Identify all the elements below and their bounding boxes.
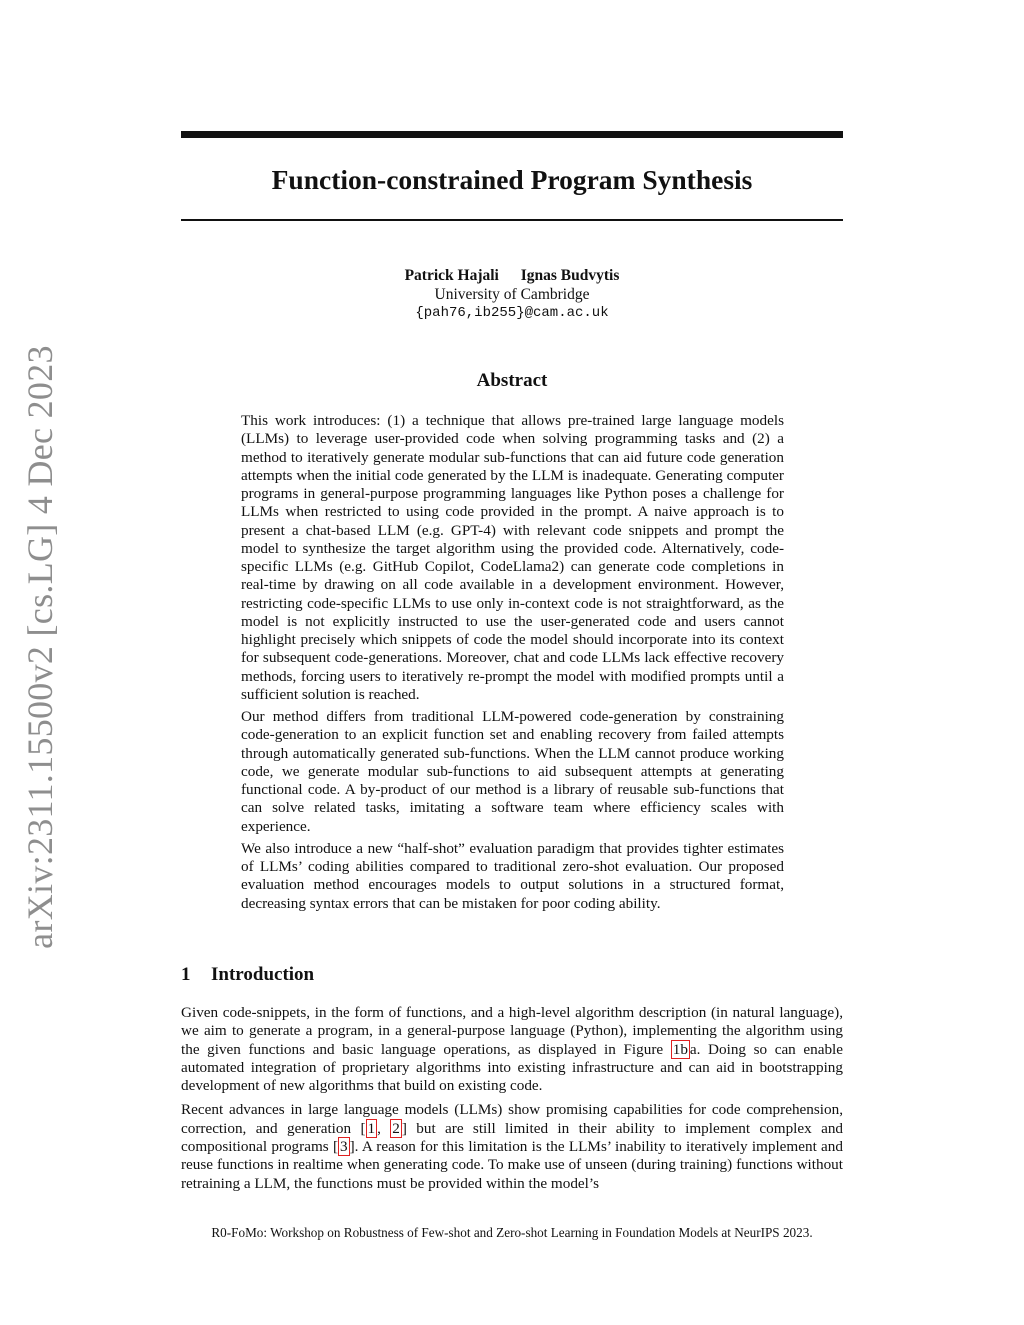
venue-footnote: R0-FoMo: Workshop on Robustness of Few-shot and Zero-shot Learning in Foundation Models at NeurIPS 2023. [211, 1225, 813, 1240]
paper-title: Function-constrained Program Synthesis [271, 164, 753, 195]
author-name: Patrick Hajali [404, 267, 499, 284]
citation-link[interactable]: 2 [392, 1119, 400, 1137]
intro-text: , [377, 1119, 391, 1137]
arxiv-identifier-stamp: arXiv:2311.15500v2 [cs.LG] 4 Dec 2023 [20, 345, 60, 949]
abstract-body [241, 412, 784, 917]
intro-text: Given code-snippets, in the form of functions, and a high-level algorithm description (in natural language), we aim to generate a program, in a general-purpose language (Python), implementing the algorithm using the given functions and basic language operations, as displayed in Figure [181, 1004, 843, 1058]
abstract-paragraph: We also introduce a new “half-shot” evaluation paradigm that provides tighter estimates of LLMs’ coding abilities compared to traditional zero-shot evaluation. Our proposed evaluation method encourages models to output solutions in a structured format, decreasing syntax errors that can be mistaken for poor coding ability. [241, 839, 784, 912]
intro-paragraph [181, 1101, 843, 1192]
intro-text: a. Doing so can enable automated integration of proprietary algorithms into existing infrastructure and can aid in bootstrapping development of new algorithms that build on existing code. [181, 1040, 844, 1095]
intro-paragraph [181, 1004, 843, 1095]
citation-link[interactable]: 3 [340, 1138, 348, 1156]
section-title: Introduction [211, 964, 315, 985]
section-number: 1 [181, 964, 191, 985]
intro-text: Recent advances in large language models (LLMs) show promising capabilities for code comprehension, correction, and generation [ [181, 1101, 843, 1137]
author-affiliation: University of Cambridge [434, 286, 590, 303]
intro-text: ] but are still limited in their ability to implement complex and compositional programs [ [181, 1119, 844, 1156]
section-heading-introduction [181, 963, 314, 987]
author-name: Ignas Budvytis [520, 267, 620, 284]
citation-link[interactable]: 1 [367, 1119, 376, 1137]
figure-reference-link[interactable]: 1b [672, 1040, 688, 1058]
abstract-paragraph: Our method differs from traditional LLM-powered code-generation by constraining code-generation to an explicit function set and enabling recovery from failed attempts through automatically generated sub-functions. When the LLM cannot produce working code, we generate modular sub-functions to aid subsequent attempts at generating functional code. A by-product of our method is a library of reusable sub-functions that can solve related tasks, imitating a software team where efficiency scales with experience. [241, 708, 784, 835]
intro-text: ]. A reason for this limitation is the LLMs’ inability to iteratively implement and reuse functions in realtime when generating code. To make use of unseen (during training) functions without retraining a LLM, the functions must be provided within the model’s [181, 1138, 843, 1192]
abstract-heading: Abstract [476, 370, 548, 391]
author-email: {pah76,ib255}@cam.ac.uk [415, 305, 609, 321]
introduction-body [181, 1004, 843, 1199]
title-top-rule [181, 131, 843, 138]
author-block [181, 266, 843, 323]
title-bottom-rule [181, 219, 843, 221]
abstract-paragraph: This work introduces: (1) a technique that allows pre-trained large language models (LLMs) to leverage user-provided code when solving programming tasks and (2) a method to iteratively generate modular sub-functions that can aid future code generation attempts when the initial code generated by the LLM is inadequate. Generating computer programs in general-purpose programming languages like Python poses a challenge for LLMs when restricted to using code provided in the prompt. A naive approach is to present a chat-based LLM (e.g. GPT-4) with relevant code snippets and prompt the model to synthesize the target algorithm using the provided code. Alternatively, code-specific LLMs (e.g. GitHub Copilot, CodeLlama2) can generate code completions in real-time by drawing on all code available in a development environment. However, restricting code-specific LLMs to use only in-context code is not straightforward, as the model is not explicitly instructed to use the user-generated code and users cannot highlight precisely which snippets of code the model should incorporate into its context for subsequent code-generations. Moreover, chat and code LLMs lack effective recovery methods, forcing users to iteratively re-prompt the model with modified prompts until a sufficient solution is reached. [241, 412, 784, 703]
author-names [181, 266, 843, 285]
